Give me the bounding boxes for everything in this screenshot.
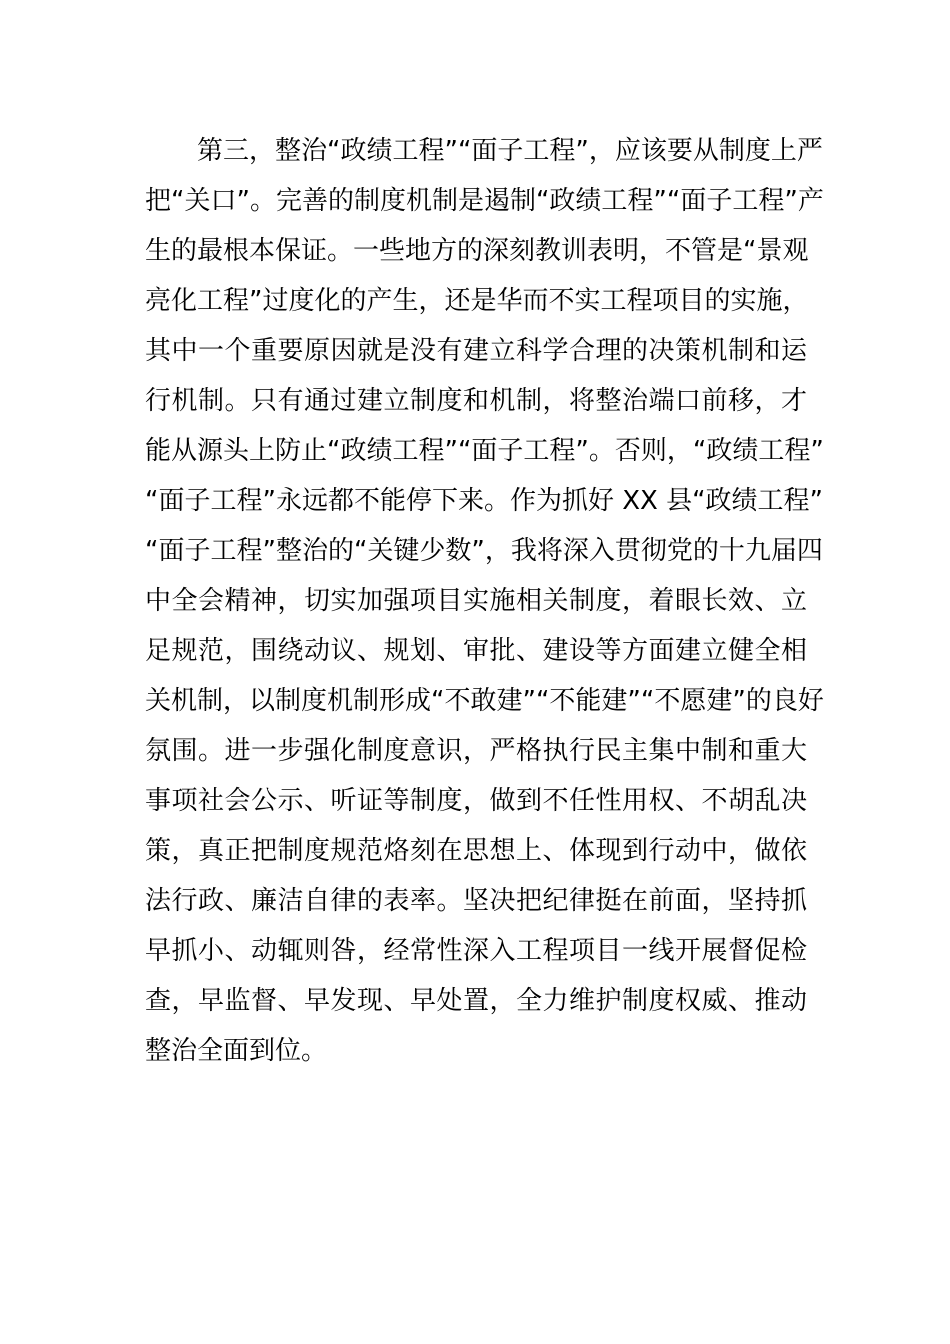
paragraph-line: 能从源头上防止“政绩工程”“面子工程”。否则，“政绩工程” bbox=[145, 436, 824, 466]
paragraph-line: “面子工程”永远都不能停下来。作为抓好 XX 县“政绩工程” bbox=[145, 486, 824, 516]
paragraph-line: 早抓小、动辄则咎，经常性深入工程项目一线开展督促检 bbox=[145, 936, 807, 966]
paragraph-line: 中全会精神，切实加强项目实施相关制度，着眼长效、立 bbox=[145, 586, 807, 616]
paragraph-line: 氛围。进一步强化制度意识，严格执行民主集中制和重大 bbox=[145, 736, 807, 766]
paragraph-line: 足规范，围绕动议、规划、审批、建设等方面建立健全相 bbox=[145, 636, 807, 666]
paragraph-line: 亮化工程”过度化的产生，还是华而不实工程项目的实施， bbox=[145, 286, 809, 316]
paragraph-line: 第三，整治“政绩工程”“面子工程”，应该要从制度上严 bbox=[197, 136, 823, 166]
paragraph-line: 其中一个重要原因就是没有建立科学合理的决策机制和运 bbox=[145, 336, 807, 366]
paragraph-line: 把“关口”。完善的制度机制是遏制“政绩工程”“面子工程”产 bbox=[145, 186, 824, 216]
paragraph-line: 查，早监督、早发现、早处置，全力维护制度权威、推动 bbox=[145, 986, 807, 1016]
paragraph-line: 整治全面到位。 bbox=[145, 1036, 328, 1066]
paragraph-line: “面子工程”整治的“关键少数”，我将深入贯彻党的十九届四 bbox=[145, 536, 823, 566]
paragraph-line: 法行政、廉洁自律的表率。坚决把纪律挺在前面，坚持抓 bbox=[145, 886, 807, 916]
paragraph-line: 策，真正把制度规范烙刻在思想上、体现到行动中，做依 bbox=[145, 836, 807, 866]
body-paragraph bbox=[145, 126, 824, 1076]
paragraph-line: 生的最根本保证。一些地方的深刻教训表明，不管是“景观 bbox=[145, 236, 809, 266]
paragraph-line: 关机制，以制度机制形成“不敢建”“不能建”“不愿建”的良好 bbox=[145, 686, 824, 716]
paragraph-line: 行机制。只有通过建立制度和机制，将整治端口前移，才 bbox=[145, 386, 807, 416]
paragraph-line: 事项社会公示、听证等制度，做到不任性用权、不胡乱决 bbox=[145, 786, 807, 816]
